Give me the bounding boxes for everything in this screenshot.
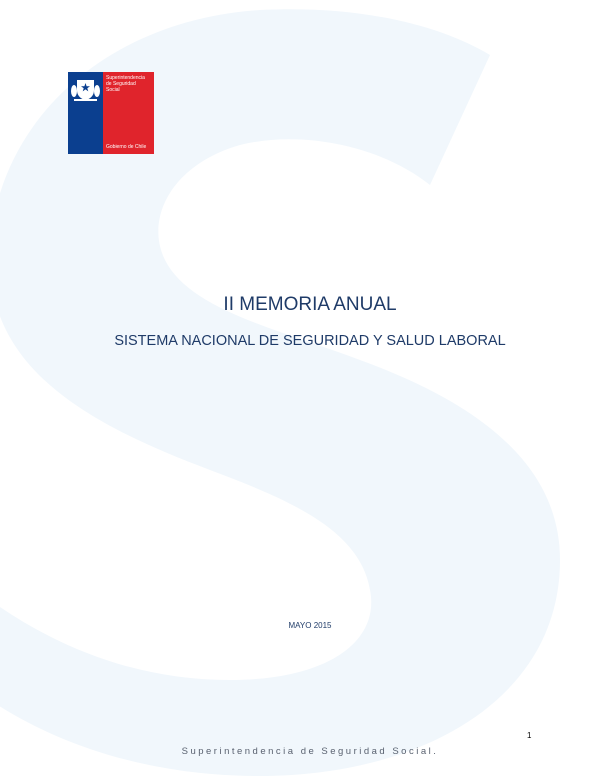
logo-line-1: Superintendencia [106, 75, 145, 81]
document-date: MAYO 2015 [288, 621, 332, 630]
document-title: II MEMORIA ANUAL [223, 294, 397, 315]
logo-line-3: Social [106, 87, 120, 93]
document-subtitle: SISTEMA NACIONAL DE SEGURIDAD Y SALUD LABORAL [114, 333, 506, 349]
logo-institution-name [106, 75, 156, 93]
logo-government-label: Gobierno de Chile [106, 144, 147, 150]
page-number: 1 [527, 731, 532, 740]
page-footer: Superintendencia de Seguridad Social. [181, 746, 439, 757]
logo-line-2: de Seguridad [106, 81, 136, 87]
